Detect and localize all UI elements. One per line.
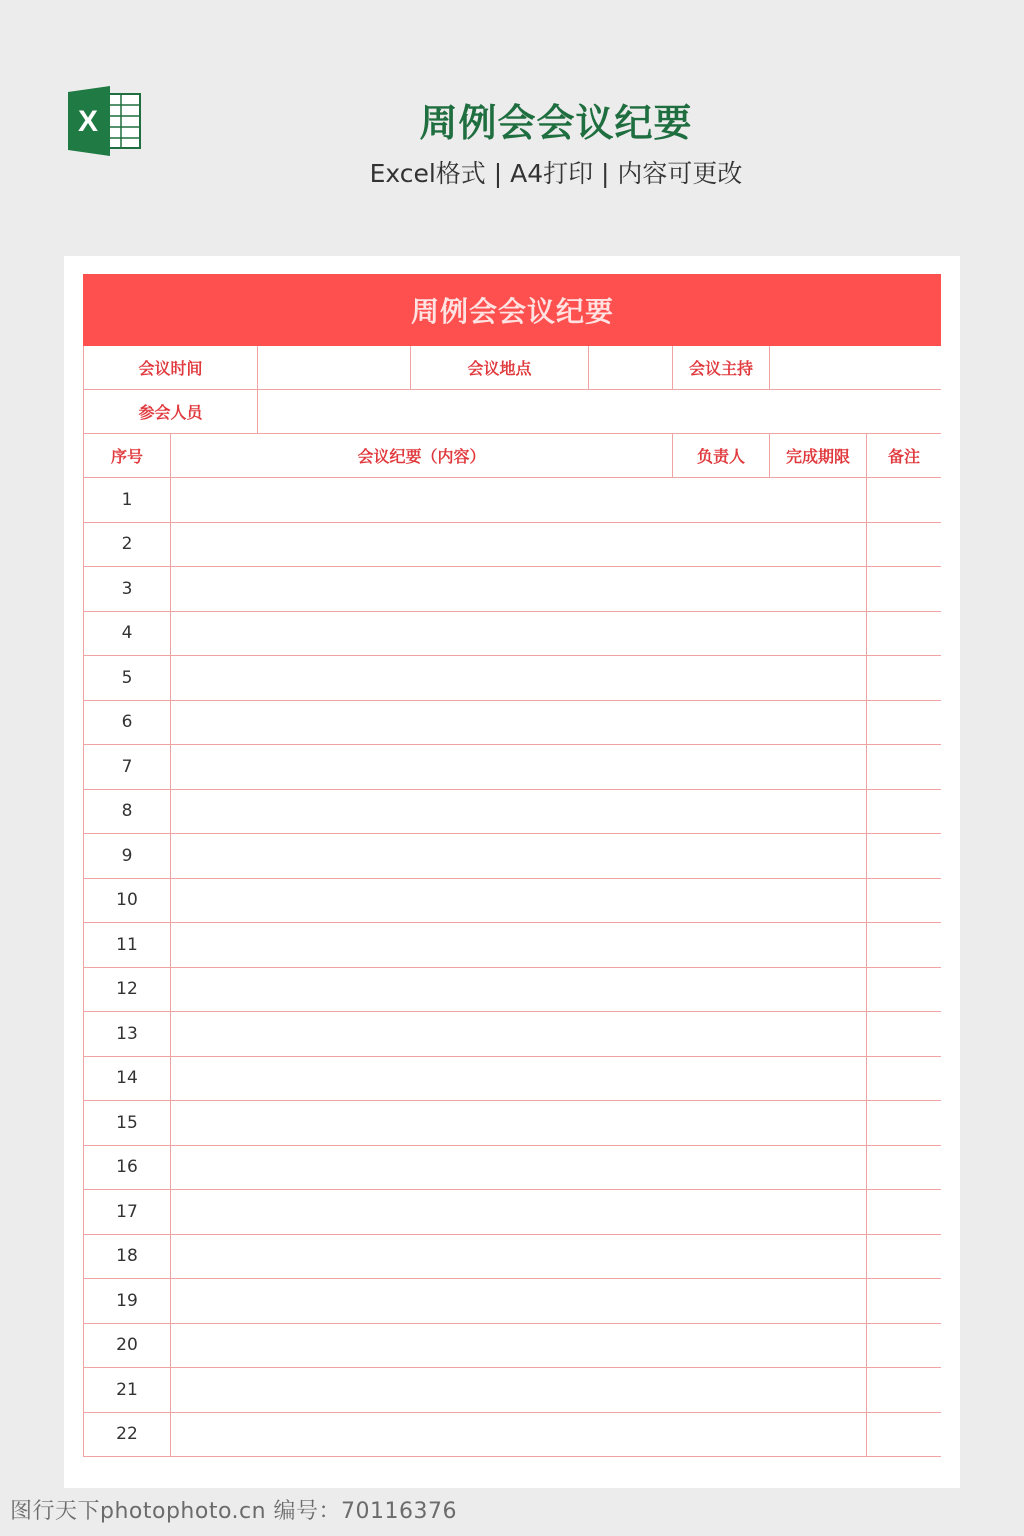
- row-content-cell[interactable]: [171, 522, 867, 567]
- row-remarks-cell[interactable]: [867, 656, 942, 701]
- attendees-value[interactable]: [258, 390, 942, 434]
- row-content-cell[interactable]: [171, 656, 867, 701]
- table-banner-title: 周例会会议纪要: [84, 275, 942, 346]
- table-row: [84, 567, 942, 612]
- col-header-deadline: 完成期限: [770, 434, 867, 478]
- row-number: 9: [84, 834, 171, 879]
- page-title: 周例会会议纪要: [419, 101, 693, 145]
- row-number: 11: [84, 923, 171, 968]
- row-number: 22: [84, 1412, 171, 1457]
- row-number: 1: [84, 478, 171, 523]
- row-number: 17: [84, 1190, 171, 1235]
- table-row: [84, 1012, 942, 1057]
- table-row: [84, 1279, 942, 1324]
- row-remarks-cell[interactable]: [867, 478, 942, 523]
- table-row: [84, 967, 942, 1012]
- row-number: 21: [84, 1368, 171, 1413]
- col-header-no: 序号: [84, 434, 171, 478]
- table-row: [84, 700, 942, 745]
- svg-text:X: X: [77, 105, 99, 138]
- table-row: [84, 656, 942, 701]
- table-row: [84, 1101, 942, 1146]
- table-row: [84, 745, 942, 790]
- row-content-cell[interactable]: [171, 478, 867, 523]
- row-content-cell[interactable]: [171, 567, 867, 612]
- row-content-cell[interactable]: [171, 834, 867, 879]
- meeting-time-label: 会议时间: [84, 346, 258, 390]
- row-remarks-cell[interactable]: [867, 967, 942, 1012]
- row-number: 2: [84, 522, 171, 567]
- row-number: 7: [84, 745, 171, 790]
- row-remarks-cell[interactable]: [867, 700, 942, 745]
- row-content-cell[interactable]: [171, 1412, 867, 1457]
- table-row: [84, 1412, 942, 1457]
- page-subtitle: Excel格式 | A4打印 | 内容可更改: [369, 159, 743, 188]
- row-remarks-cell[interactable]: [867, 1145, 942, 1190]
- row-number: 6: [84, 700, 171, 745]
- row-content-cell[interactable]: [171, 1368, 867, 1413]
- row-number: 8: [84, 789, 171, 834]
- table-row: [84, 611, 942, 656]
- row-number: 20: [84, 1323, 171, 1368]
- table-row: [84, 522, 942, 567]
- row-remarks-cell[interactable]: [867, 1368, 942, 1413]
- row-remarks-cell[interactable]: [867, 834, 942, 879]
- row-remarks-cell[interactable]: [867, 789, 942, 834]
- row-content-cell[interactable]: [171, 1279, 867, 1324]
- row-remarks-cell[interactable]: [867, 522, 942, 567]
- row-content-cell[interactable]: [171, 923, 867, 968]
- row-remarks-cell[interactable]: [867, 567, 942, 612]
- row-remarks-cell[interactable]: [867, 1234, 942, 1279]
- row-content-cell[interactable]: [171, 745, 867, 790]
- row-remarks-cell[interactable]: [867, 1101, 942, 1146]
- meeting-host-label: 会议主持: [673, 346, 770, 390]
- row-number: 12: [84, 967, 171, 1012]
- row-remarks-cell[interactable]: [867, 878, 942, 923]
- table-row: [84, 1056, 942, 1101]
- row-remarks-cell[interactable]: [867, 1412, 942, 1457]
- col-header-content: 会议纪要（内容）: [171, 434, 673, 478]
- table-row: [84, 789, 942, 834]
- table-row: [84, 923, 942, 968]
- table-row: [84, 1323, 942, 1368]
- row-content-cell[interactable]: [171, 1012, 867, 1057]
- row-content-cell[interactable]: [171, 1145, 867, 1190]
- table-row: [84, 1234, 942, 1279]
- row-number: 4: [84, 611, 171, 656]
- row-number: 16: [84, 1145, 171, 1190]
- col-header-owner: 负责人: [673, 434, 770, 478]
- table-row: [84, 1145, 942, 1190]
- row-content-cell[interactable]: [171, 1190, 867, 1235]
- col-header-remarks: 备注: [867, 434, 942, 478]
- row-number: 14: [84, 1056, 171, 1101]
- row-content-cell[interactable]: [171, 967, 867, 1012]
- row-number: 3: [84, 567, 171, 612]
- table-row: [84, 1368, 942, 1413]
- meeting-time-value[interactable]: [258, 346, 411, 390]
- row-remarks-cell[interactable]: [867, 923, 942, 968]
- watermark-text: 图行天下photophoto.cn 编号：70116376: [10, 1499, 458, 1524]
- table-row: [84, 1190, 942, 1235]
- minutes-table-wrapper: [83, 274, 941, 1464]
- row-remarks-cell[interactable]: [867, 1323, 942, 1368]
- row-remarks-cell[interactable]: [867, 1279, 942, 1324]
- row-number: 19: [84, 1279, 171, 1324]
- paper-sheet: [64, 256, 960, 1488]
- row-remarks-cell[interactable]: [867, 611, 942, 656]
- row-content-cell[interactable]: [171, 700, 867, 745]
- row-number: 18: [84, 1234, 171, 1279]
- meeting-location-label: 会议地点: [411, 346, 589, 390]
- table-row: [84, 878, 942, 923]
- row-number: 5: [84, 656, 171, 701]
- row-content-cell[interactable]: [171, 1056, 867, 1101]
- row-remarks-cell[interactable]: [867, 1056, 942, 1101]
- row-number: 15: [84, 1101, 171, 1146]
- row-number: 13: [84, 1012, 171, 1057]
- row-content-cell[interactable]: [171, 1234, 867, 1279]
- row-content-cell[interactable]: [171, 1323, 867, 1368]
- meeting-location-value[interactable]: [589, 346, 673, 390]
- excel-icon: [68, 86, 142, 156]
- row-content-cell[interactable]: [171, 1101, 867, 1146]
- table-row: [84, 478, 942, 523]
- row-remarks-cell[interactable]: [867, 1012, 942, 1057]
- minutes-table: [83, 274, 941, 1457]
- row-number: 10: [84, 878, 171, 923]
- meeting-host-value[interactable]: [770, 346, 942, 390]
- row-content-cell[interactable]: [171, 611, 867, 656]
- table-row: [84, 834, 942, 879]
- row-content-cell[interactable]: [171, 878, 867, 923]
- row-content-cell[interactable]: [171, 789, 867, 834]
- attendees-label: 参会人员: [84, 390, 258, 434]
- row-remarks-cell[interactable]: [867, 1190, 942, 1235]
- row-remarks-cell[interactable]: [867, 745, 942, 790]
